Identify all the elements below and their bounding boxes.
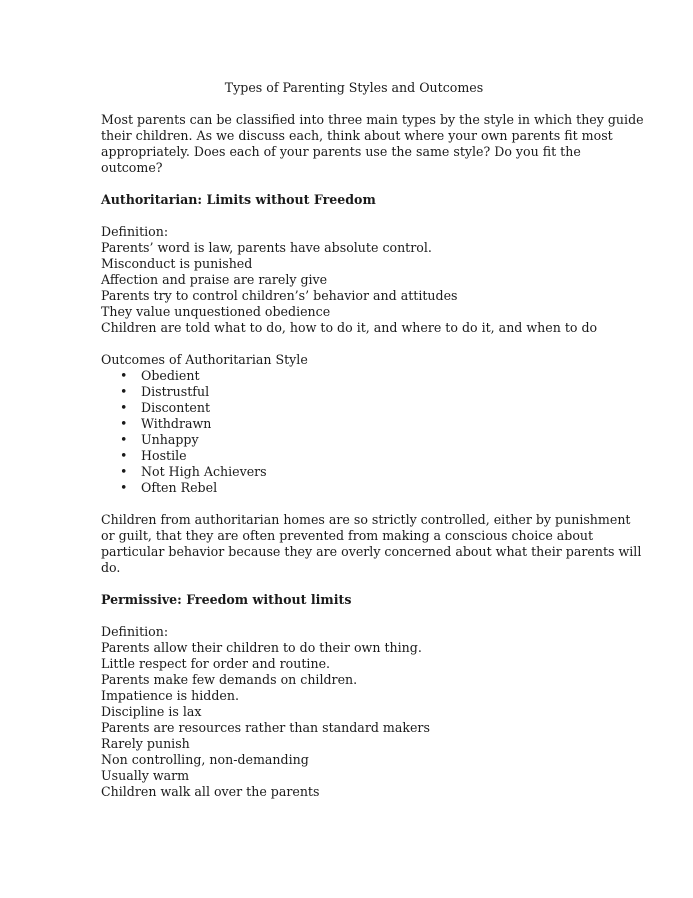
definition-line: Impatience is hidden. (101, 688, 239, 703)
definition-line: Affection and praise are rarely give (101, 272, 328, 287)
summary-line: or guilt, that they are often prevented from making a conscious choice about (101, 528, 594, 543)
definition-line: Children walk all over the parents (101, 784, 320, 799)
document-title: Types of Parenting Styles and Outcomes (224, 80, 484, 95)
document-body (101, 80, 644, 816)
intro-line: appropriately. Does each of your parents use the same style? Do you fit the (101, 144, 581, 159)
definition-line: Parents’ word is law, parents have absolute control. (101, 240, 432, 255)
definition-line: Little respect for order and routine. (101, 656, 331, 671)
definition-line: Parents allow their children to do their own thing. (101, 640, 422, 655)
outcome-text: Withdrawn (141, 416, 212, 431)
definition-line: Usually warm (101, 768, 190, 783)
authoritarian-definition (101, 224, 601, 336)
definition-line: Rarely punish (101, 736, 190, 751)
outcome-text: Obedient (141, 368, 200, 383)
definition-label: Definition: (101, 624, 169, 639)
definition-line: Parents make few demands on children. (101, 672, 358, 687)
list-item (101, 400, 601, 416)
outcome-text: Hostile (141, 448, 187, 463)
outcome-text: Distrustful (141, 384, 210, 399)
summary-line: Children from authoritarian homes are so strictly controlled, either by punishment (101, 512, 631, 527)
permissive-definition (101, 624, 601, 800)
list-item (101, 480, 601, 496)
bullet-icon: • (120, 368, 128, 383)
bullet-icon: • (120, 400, 128, 415)
list-item (101, 432, 601, 448)
list-item (101, 368, 601, 384)
summary-line: do. (101, 560, 121, 575)
list-item (101, 416, 601, 432)
summary-line: particular behavior because they are overly concerned about what their parents will (101, 544, 642, 559)
definition-line: Non controlling, non-demanding (101, 752, 309, 767)
bullet-icon: • (120, 448, 128, 463)
bullet-icon: • (120, 480, 128, 495)
definition-line: Discipline is lax (101, 704, 202, 719)
intro-line: Most parents can be classified into three main types by the style in which they guide (101, 112, 644, 127)
definition-label: Definition: (101, 224, 169, 239)
definition-line: Children are told what to do, how to do it, and where to do it, and when to do (101, 320, 598, 335)
bullet-icon: • (120, 416, 128, 431)
bullet-icon: • (120, 432, 128, 447)
list-item (101, 448, 601, 464)
bullet-icon: • (120, 384, 128, 399)
list-item (101, 464, 601, 480)
definition-line: Parents are resources rather than standard makers (101, 720, 430, 735)
authoritarian-heading: Authoritarian: Limits without Freedom (101, 192, 376, 207)
intro-paragraph (101, 112, 644, 176)
list-item (101, 384, 601, 400)
outcome-text: Unhappy (141, 432, 199, 447)
outcome-text: Often Rebel (141, 480, 218, 495)
outcomes-list (101, 368, 601, 496)
authoritarian-summary (101, 512, 642, 576)
definition-line: Misconduct is punished (101, 256, 253, 271)
bullet-icon: • (120, 464, 128, 479)
definition-line: They value unquestioned obedience (101, 304, 331, 319)
definition-line: Parents try to control children’s’ behavior and attitudes (101, 288, 458, 303)
intro-line: their children. As we discuss each, think about where your own parents fit most (101, 128, 613, 143)
outcomes-label: Outcomes of Authoritarian Style (101, 352, 308, 367)
intro-line: outcome? (101, 160, 163, 175)
permissive-heading: Permissive: Freedom without limits (101, 592, 352, 607)
outcome-text: Not High Achievers (141, 464, 267, 479)
outcome-text: Discontent (141, 400, 211, 415)
